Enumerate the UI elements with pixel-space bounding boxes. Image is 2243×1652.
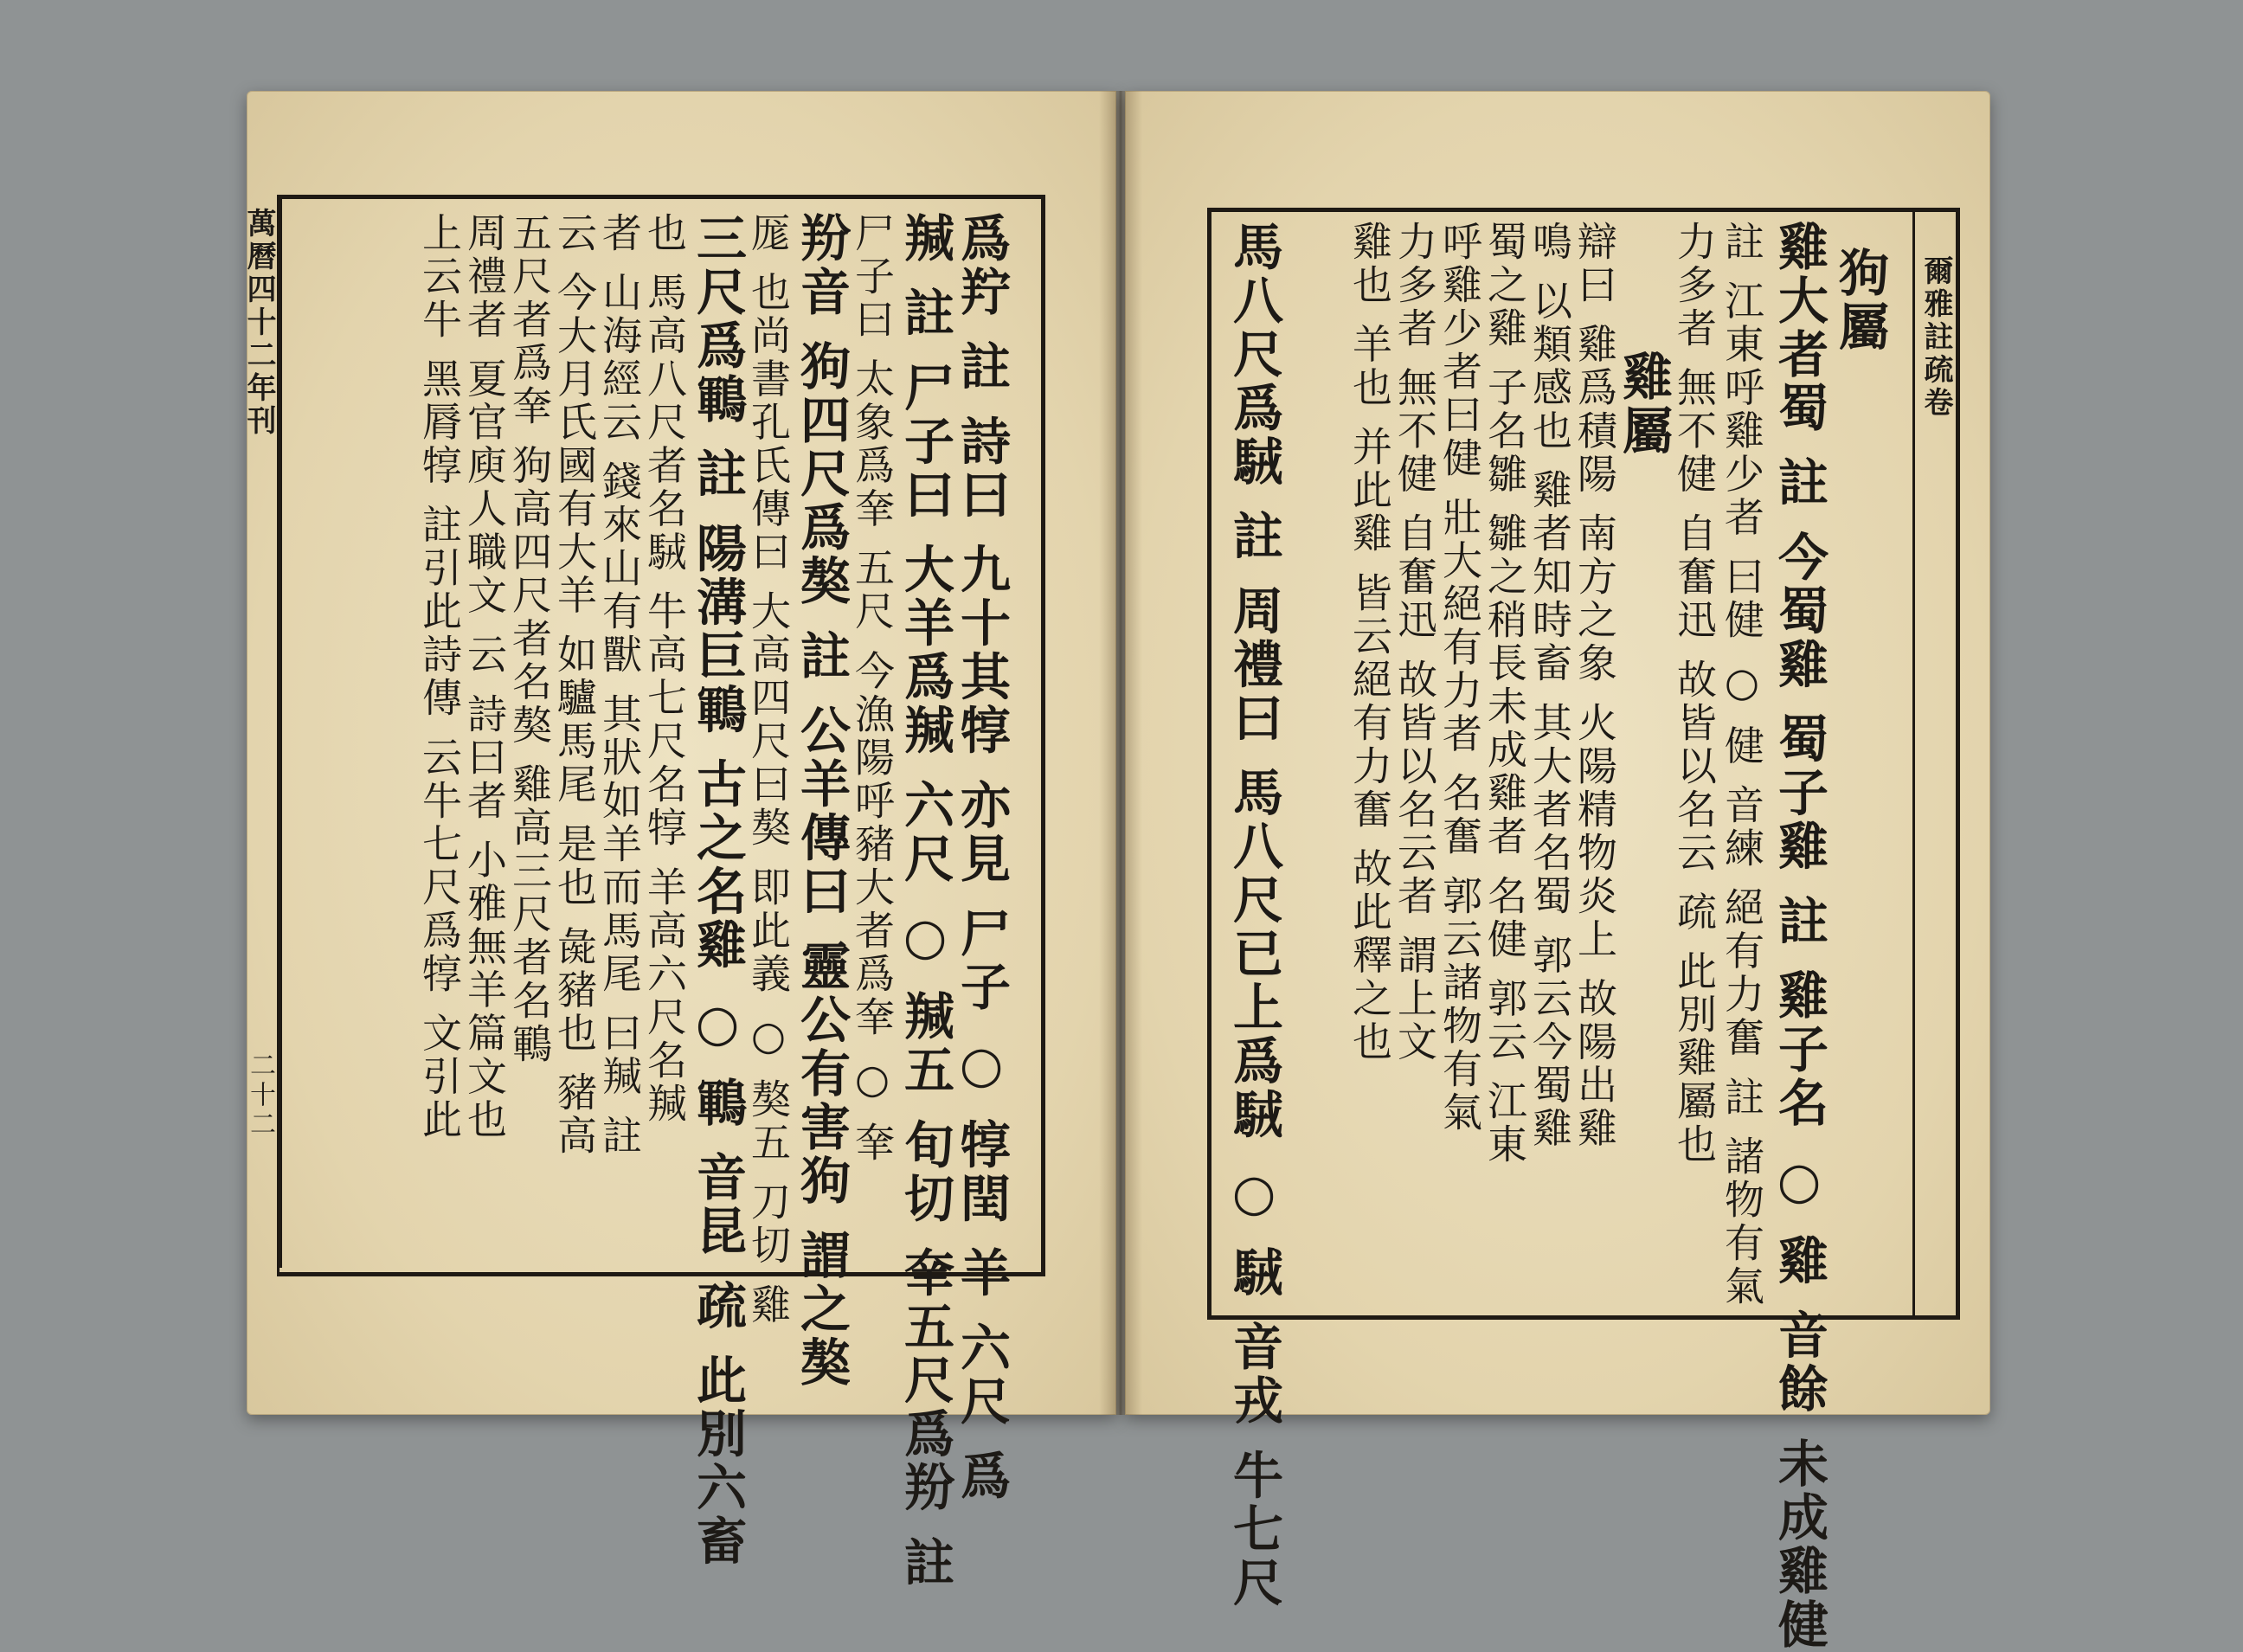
left-column-10: 五尺者爲羍 狗高四尺者名獒 雞高三尺者名鶤 bbox=[506, 212, 553, 1067]
left-column-7: 也 馬高八尺者名駥 牛高七尺名犉 羊高六尺名羬 bbox=[641, 212, 688, 1126]
left-column-9: 云 今大月氏國有大羊 如驢馬尾 是也 彘豬也 豬高 bbox=[551, 212, 598, 1159]
right-column-9: 呼雞少者曰健 壯大絕有力者 名奮 郭云諸物有氣 bbox=[1436, 221, 1483, 1135]
right-column-7: 鳴 以類感也 雞者知時畜 其大者名蜀 郭云今蜀雞 bbox=[1526, 221, 1573, 1151]
left-column-3: 尸子曰 太象爲羍 五尺 今漁陽呼豬大者爲羍 ○ 羍 bbox=[849, 212, 896, 1166]
right-margin-title: 爾雅註疏卷 bbox=[1918, 255, 1953, 420]
left-column-1: 爲羜 註 詩曰 九十其犉 亦見 尸子 ○ 犉閏 羊 六尺 爲 bbox=[952, 212, 1011, 1503]
left-column-11: 周禮者 夏官庾人職文 云 詩曰者 小雅無羊篇文也 bbox=[461, 212, 508, 1142]
right-page bbox=[1125, 91, 1990, 1652]
left-column-8: 者 山海經云 錢來山有獸 其狀如羊而馬尾 曰羬 註 bbox=[596, 212, 643, 1159]
right-margin-rule bbox=[1912, 208, 1915, 1315]
left-margin-title: 萬曆四十二年刊 bbox=[241, 208, 276, 438]
right-column-8: 蜀之雞 子名雛 雛之稍長未成雞者 名健 郭云 江東 bbox=[1481, 221, 1528, 1167]
right-column-1: 狗屬 bbox=[1830, 247, 1889, 354]
right-column-12: 馬八尺爲駥 註 周禮曰 馬八尺已上爲駥 ○ 駥 音戎 牛七尺 bbox=[1224, 221, 1283, 1610]
left-page-number: 二十二 bbox=[245, 1051, 275, 1140]
left-column-6: 三尺爲鶤 註 陽溝巨鶤 古之名雞 ○ 鶤 音昆 疏 此別六畜 bbox=[688, 212, 747, 1569]
right-column-5: 雞屬 bbox=[1614, 350, 1673, 458]
left-column-4: 羒音 狗四尺爲獒 註 公羊傳曰 靈公有害狗 謂之獒 bbox=[792, 212, 851, 1390]
left-column-12: 上云牛 黑脣犉 註引此詩傳 云牛七尺爲犉 文引此 bbox=[416, 212, 463, 1142]
open-book bbox=[241, 91, 1990, 1652]
left-page bbox=[241, 91, 1116, 1590]
left-column-5: 厖 也尚書孔氏傳曰 大高四尺曰獒 即此義 ○ 獒五 刀切 雞 bbox=[745, 212, 792, 1327]
left-margin-rule bbox=[280, 195, 282, 1268]
right-column-3: 註 江東呼雞少者 曰健 ○ 健 音練 絕有力奮 註 諸物有氣 bbox=[1719, 221, 1765, 1308]
right-column-10: 力多者 無不健 自奮迅 故皆以名云者 謂上文 bbox=[1391, 221, 1438, 1064]
right-column-4: 力多者 無不健 自奮迅 故皆以名云 疏 此別雞屬也 bbox=[1671, 221, 1718, 1167]
right-column-2: 雞大者蜀 註 今蜀雞 蜀子雞 註 雞子名 ○ 雞 音餘 未成雞健 bbox=[1770, 221, 1828, 1652]
right-column-11: 雞也 羊也 并此雞 皆云絕有力奮 故此釋之也 bbox=[1346, 221, 1393, 1064]
right-column-6: 辯曰 雞爲積陽 南方之象 火陽精物炎上 故陽出雞 bbox=[1571, 221, 1618, 1151]
left-column-2: 羬 註 尸子曰 大羊爲羬 六尺 ○ 羬五 旬切 羍五尺爲羒 註 bbox=[896, 212, 954, 1590]
